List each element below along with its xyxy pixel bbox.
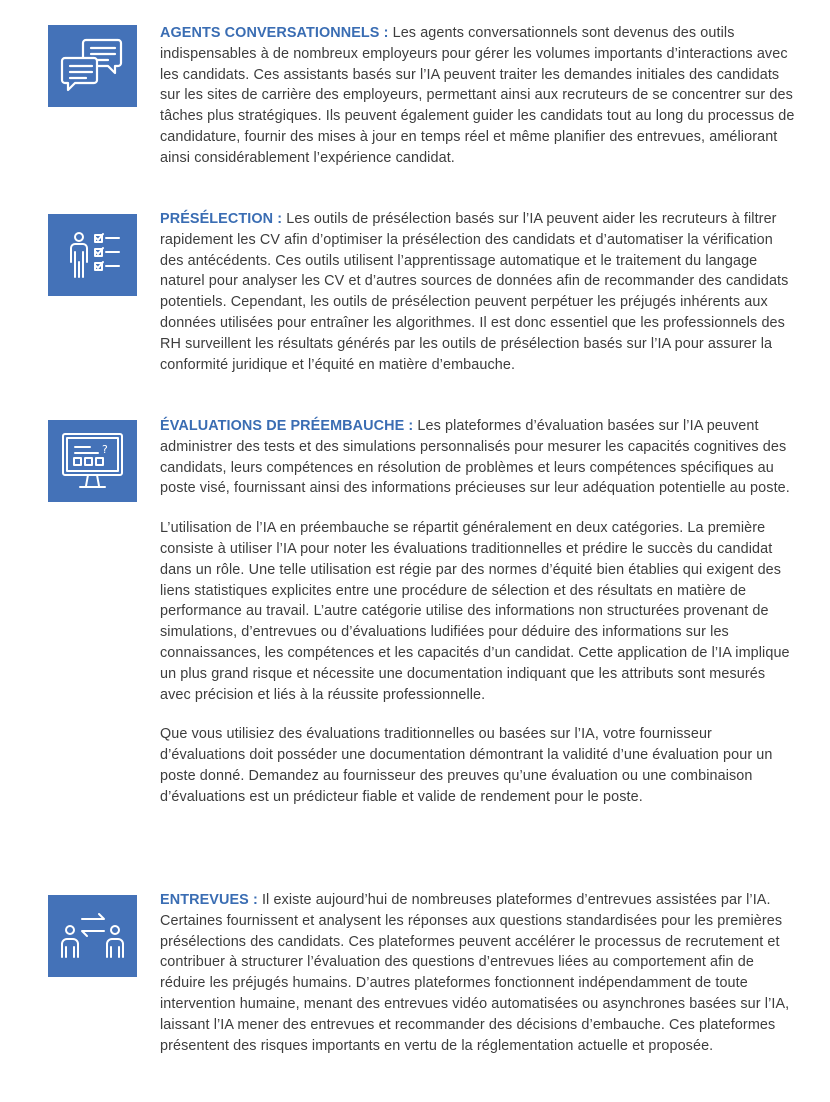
svg-text:?: ? [102, 443, 108, 456]
section-entrevues [160, 890, 800, 1056]
section-paragraph: L’utilisation de l’IA en préembauche se répartit généralement en deux catégories. La première consiste à utiliser l’IA pour noter les évaluations traditionnelles et prédire le succès du candidat dans un rôle. Une telle utilisation est régie par des normes d’équité bien établies qui exigent des liens statistiques explicites entre une procédure de sélection et des résultats en matière de performance au travail. L’autre catégorie utilise des informations non structurées provenant de simulations, d’entrevues ou d’évaluations ludifiées pour déduire des informations sur les connaissances, les compétences et les capacités d’un candidat. Cette application de l’IA implique un plus grand risque et nécessite une documentation indiquant que les attributs sont mesurés avec précision et liés à la réussite professionnelle. [160, 520, 790, 703]
person-checklist-icon [48, 214, 137, 296]
section-heading: PRÉSÉLECTION : [160, 211, 283, 227]
section-paragraph [160, 23, 800, 169]
section-text: Les plateformes d’évaluation basées sur l’IA peuvent administrer des tests et des simulations personnalisés pour mesurer les capacités cognitives des candidats, leurs compétences en résolution de problèmes et leurs compétences spécifiques au poste visé, fournissant ainsi des informations précieuses sur leur adéquation potentielle au poste. [160, 418, 790, 497]
interview-exchange-icon [48, 895, 137, 977]
section-preselection [160, 209, 800, 375]
section-evaluations-preembauche [160, 416, 800, 808]
section-text: Les agents conversationnels sont devenus des outils indispensables à de nombreux employeurs pour gérer les volumes importants d’interactions avec les candidats. Ces assistants basés sur l’IA peuvent traiter les demandes initiales des candidats sur les sites de carrière des employeurs, permettant ainsi aux recruteurs de se concentrer sur des tâches plus stratégiques. Ils peuvent également guider les candidats tout au long du processus de candidature, fournir des mises à jour en temps réel et même planifier des entrevues, améliorant ainsi considérablement l’expérience candidat. [160, 25, 795, 166]
section-agents-conversationnels [160, 23, 800, 169]
section-paragraph: Que vous utilisiez des évaluations traditionnelles ou basées sur l’IA, votre fournisseur d’évaluations doit posséder une documentation démontrant la validité d’une évaluation pour un poste donné. Demandez au fournisseur des preuves qu’une évaluation ou une combinaison d’évaluations est un prédicteur fiable et valide de rendement pour le poste. [160, 726, 773, 805]
chat-bubbles-icon [48, 25, 137, 107]
section-heading: AGENTS CONVERSATIONNELS : [160, 25, 389, 41]
section-paragraph [160, 416, 800, 499]
monitor-quiz-icon [48, 420, 137, 502]
section-paragraph [160, 209, 800, 375]
section-heading: ENTREVUES : [160, 892, 258, 908]
section-text: Il existe aujourd’hui de nombreuses plateformes d’entrevues assistées par l’IA. Certaines fournissent et analysent les réponses aux questions standardisées pour les premières présélections des candidats. Ces plateformes peuvent accélérer le processus de recrutement et contribuer à structurer l’évaluation des questions d’entrevues liées au comportement afin de réduire les préjugés humains. D’autres plateformes fonctionnent indépendamment de toute intervention humaine, menant des entrevues vidéo automatisées ou asynchrones basées sur l’IA, laissant l’IA mener des entrevues et recommander des décisions d’embauche. Ces plateformes présentent des risques importants en vertu de la réglementation actuelle et proposée. [160, 892, 790, 1054]
section-text: Les outils de présélection basés sur l’IA peuvent aider les recruteurs à filtrer rapidement les CV afin d’optimiser la présélection des candidats et d’automatiser la vérification des antécédents. Ces outils utilisent l’apprentissage automatique et le traitement du langage naturel pour analyser les CV et d’autres sources de données afin de recommander des candidats potentiels. Cependant, les outils de présélection peuvent perpétuer les préjugés inhérents aux données utilisées pour entraîner les algorithmes. Il est donc essentiel que les professionnels des RH surveillent les résultats générés par les outils de présélection basés sur l’IA pour assurer la conformité juridique et l’équité en matière d’embauche. [160, 211, 789, 373]
section-paragraph [160, 890, 800, 1056]
section-heading: ÉVALUATIONS DE PRÉEMBAUCHE : [160, 418, 414, 434]
